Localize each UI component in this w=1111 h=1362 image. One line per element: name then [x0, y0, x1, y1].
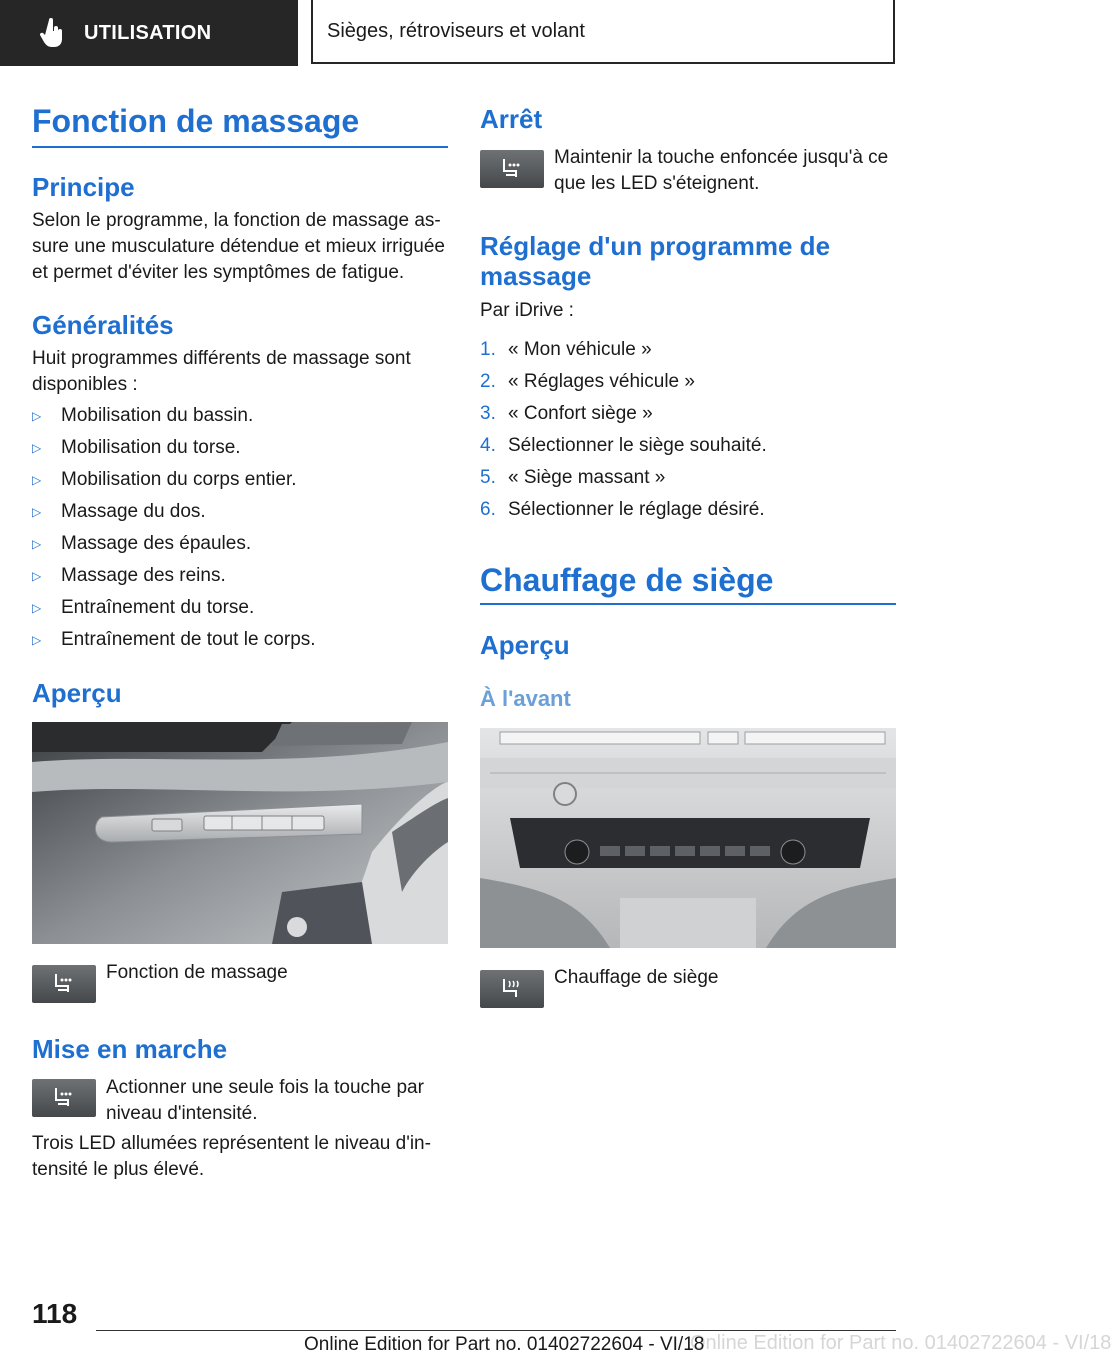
list-item: [32, 595, 254, 621]
edition-text: Online Edition for Part no. 01402722604 - VI/18: [304, 1334, 705, 1355]
list-item: [32, 499, 206, 525]
list-item: [32, 467, 297, 493]
page-number: 118: [32, 1298, 78, 1329]
step-text: « Réglages véhicule »: [508, 371, 695, 392]
step-item: [480, 401, 653, 427]
generalites-text: [32, 346, 452, 398]
list-item-text: Massage des reins.: [61, 565, 226, 586]
chauffage-title: Chauffage de siège: [480, 562, 774, 598]
list-item-text: Mobilisation du bassin.: [61, 405, 254, 426]
triangle-bullet-icon: ▷: [32, 569, 42, 583]
heading-line: Réglage d'un programme de: [480, 231, 831, 261]
seat-heating-icon: [480, 970, 544, 1008]
triangle-bullet-icon: ▷: [32, 633, 42, 647]
reglage-intro: Par iDrive :: [480, 300, 574, 321]
step-item: [480, 497, 765, 523]
list-item-text: Entraînement de tout le corps.: [61, 629, 316, 650]
instruction-line: Maintenir la touche enfoncée jusqu'à ce: [554, 147, 889, 168]
door-panel-photo: [32, 722, 448, 944]
triangle-bullet-icon: ▷: [32, 409, 42, 423]
step-text: Sélectionner le réglage désiré.: [508, 499, 765, 520]
instruction-line: niveau d'intensité.: [106, 1103, 258, 1124]
arret-heading: Arrêt: [480, 104, 543, 134]
instruction-line: que les LED s'éteignent.: [554, 173, 760, 194]
list-item-text: Mobilisation du corps entier.: [61, 469, 297, 490]
avant-heading: À l'avant: [480, 686, 571, 711]
step-text: Sélectionner le siège souhaité.: [508, 435, 767, 456]
chauffage-apercu-heading: Aperçu: [480, 630, 570, 660]
principe-text: [32, 208, 452, 286]
principe-line: sure une musculature détendue et mieux irriguée: [32, 236, 445, 257]
hand-pointer-icon: [38, 18, 66, 48]
mise-en-marche-instruction: [106, 1075, 446, 1127]
list-item-text: Massage du dos.: [61, 501, 206, 522]
apercu-heading: Aperçu: [32, 678, 122, 708]
list-item-text: Entraînement du torse.: [61, 597, 255, 618]
reglage-heading: [480, 231, 830, 291]
list-item-text: Mobilisation du torse.: [61, 437, 241, 458]
console-photo: [480, 728, 896, 948]
chapter-title: Sièges, rétroviseurs et volant: [327, 19, 585, 42]
list-item: [32, 531, 251, 557]
step-item: [480, 465, 665, 491]
step-text: « Confort siège »: [508, 403, 653, 424]
generalites-line: disponibles :: [32, 374, 138, 395]
step-number: 4.: [480, 435, 496, 456]
triangle-bullet-icon: ▷: [32, 505, 42, 519]
section-tab: [0, 0, 298, 66]
step-item: [480, 337, 652, 363]
page-title: Fonction de massage: [32, 103, 360, 139]
massage-seat-icon: [32, 1079, 96, 1117]
step-text: « Siège massant »: [508, 467, 666, 488]
step-item: [480, 369, 695, 395]
massage-seat-icon: [32, 965, 96, 1003]
instruction-line: Actionner une seule fois la touche par: [106, 1077, 424, 1098]
list-item: [32, 563, 226, 589]
watermark: Online Edition for Part no. 01402722604 - VI/18: [690, 1332, 1111, 1354]
triangle-bullet-icon: ▷: [32, 441, 42, 455]
title-rule: [480, 603, 896, 605]
list-item-text: Massage des épaules.: [61, 533, 252, 554]
footer-rule: [96, 1330, 896, 1331]
photo-caption: Fonction de massage: [106, 962, 288, 983]
text-line: tensité le plus élevé.: [32, 1159, 205, 1180]
step-number: 1.: [480, 339, 496, 360]
chapter-tab: [311, 0, 895, 64]
principe-line: Selon le programme, la fonction de massage as‐: [32, 210, 441, 231]
mise-en-marche-text: [32, 1131, 452, 1183]
step-text: « Mon véhicule »: [508, 339, 652, 360]
principe-heading: Principe: [32, 172, 135, 202]
step-number: 6.: [480, 499, 496, 520]
heading-line: massage: [480, 261, 592, 291]
principe-line: et permet d'éviter les symptômes de fatigue.: [32, 262, 405, 283]
triangle-bullet-icon: ▷: [32, 601, 42, 615]
step-number: 2.: [480, 371, 496, 392]
triangle-bullet-icon: ▷: [32, 537, 42, 551]
title-rule: [32, 146, 448, 148]
list-item: [32, 403, 253, 429]
massage-seat-icon: [480, 150, 544, 188]
generalites-line: Huit programmes différents de massage sont: [32, 348, 411, 369]
step-number: 3.: [480, 403, 496, 424]
mise-en-marche-heading: Mise en marche: [32, 1034, 228, 1064]
step-number: 5.: [480, 467, 496, 488]
list-item: [32, 627, 316, 653]
arret-instruction: [554, 145, 904, 197]
generalites-heading: Généralités: [32, 310, 174, 340]
list-item: [32, 435, 241, 461]
text-line: Trois LED allumées représentent le niveau d'in‐: [32, 1133, 431, 1154]
triangle-bullet-icon: ▷: [32, 473, 42, 487]
step-item: [480, 433, 767, 459]
console-caption: Chauffage de siège: [554, 967, 719, 988]
section-title: UTILISATION: [84, 21, 212, 44]
